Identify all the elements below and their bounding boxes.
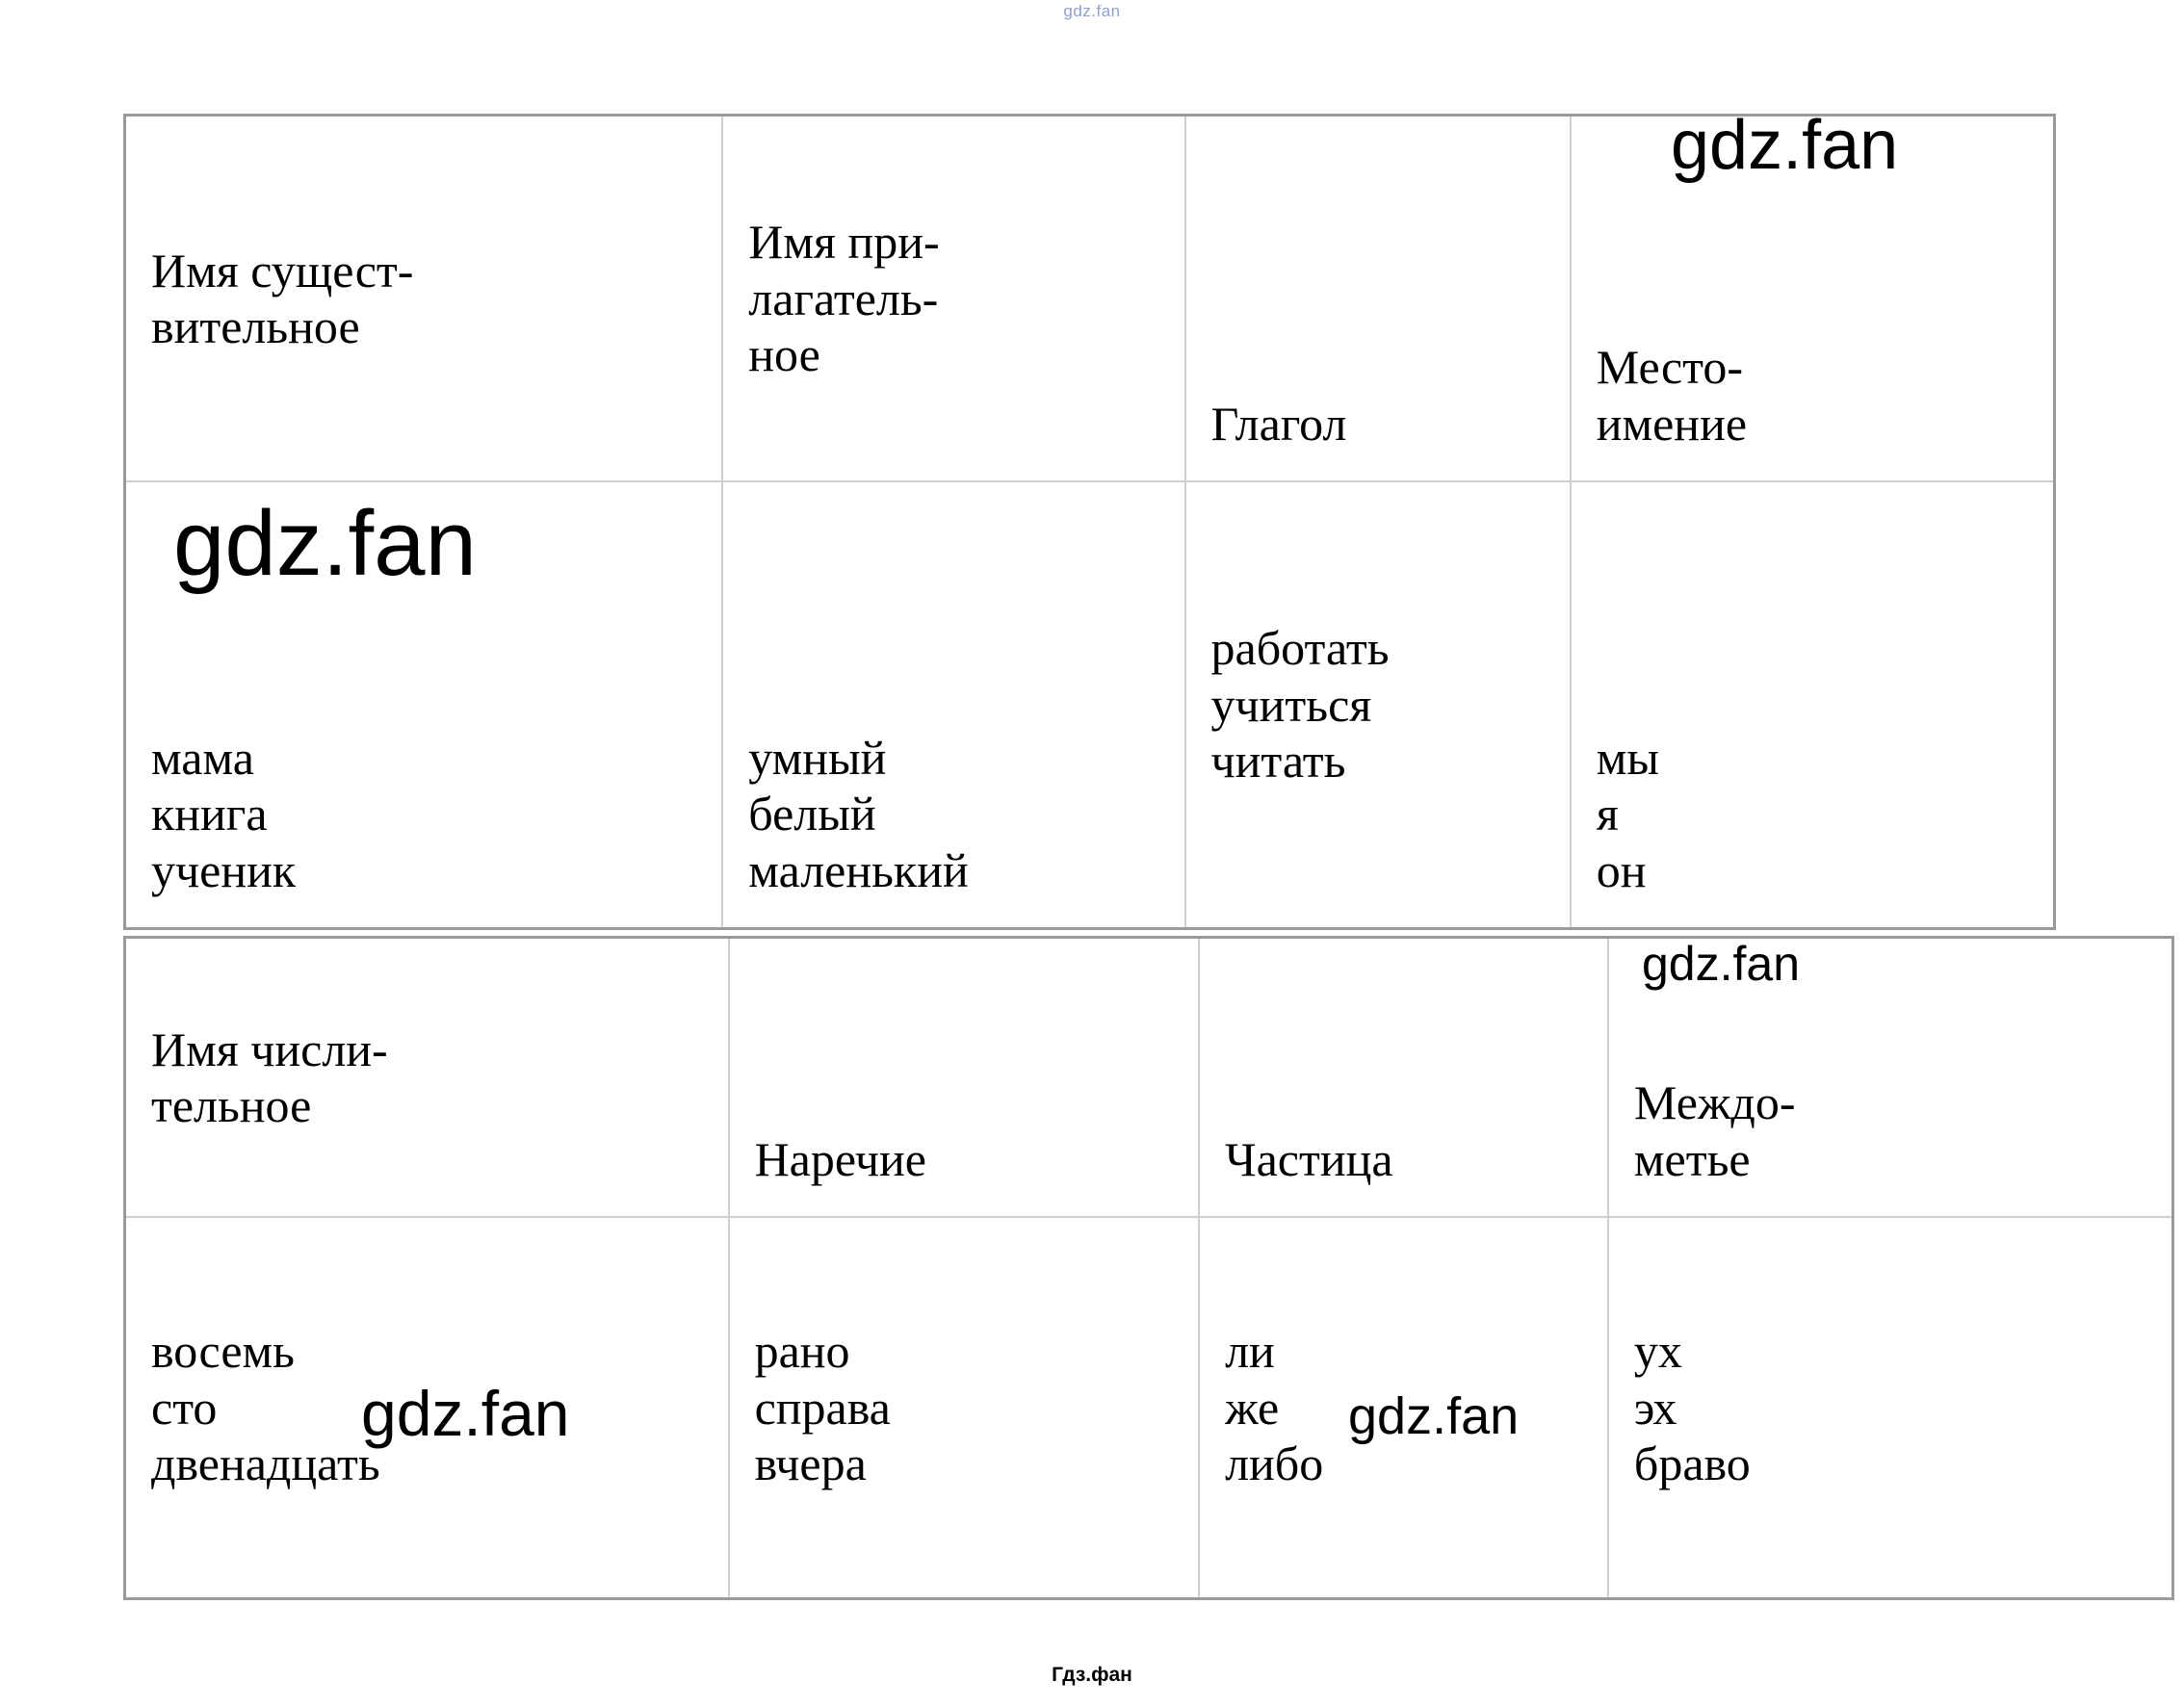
examples-cell-particle xyxy=(1200,1218,1609,1597)
watermark-overlay-b: gdz.fan xyxy=(173,492,477,595)
header-adjective-line3: ное xyxy=(748,327,820,382)
examples-cell-numeral xyxy=(126,1218,730,1597)
watermark-overlay-a: gdz.fan xyxy=(1671,107,1899,184)
header-interjection-line2: метье xyxy=(1633,1131,1751,1186)
watermark-overlay-e: gdz.fan xyxy=(1348,1387,1520,1445)
example-particle-1: ли xyxy=(1225,1324,1275,1379)
example-interjection-1: ух xyxy=(1633,1324,1682,1379)
example-noun-3: ученик xyxy=(151,842,297,897)
header-numeral-line2: тельное xyxy=(151,1078,312,1132)
example-interjection-3: браво xyxy=(1633,1436,1751,1491)
header-cell-adverb xyxy=(730,939,1201,1218)
example-verb-1: работать xyxy=(1210,621,1390,676)
table-header-row xyxy=(126,116,2053,482)
example-pronoun-3: он xyxy=(1596,842,1647,897)
example-noun-1: мама xyxy=(151,730,254,785)
example-noun-2: книга xyxy=(151,787,268,841)
header-numeral-line1: Имя числи- xyxy=(151,1022,388,1076)
example-particle-2: же xyxy=(1225,1380,1280,1435)
header-particle-line1: Частица xyxy=(1225,1131,1393,1186)
example-adjective-3: маленький xyxy=(748,842,969,897)
bottom-page-watermark: Гдз.фан xyxy=(1052,1664,1132,1686)
example-particle-3: либо xyxy=(1225,1436,1324,1491)
example-numeral-2: сто xyxy=(151,1380,218,1435)
header-cell-pronoun xyxy=(1572,116,2053,482)
header-adjective-line1: Имя при- xyxy=(748,215,940,270)
header-cell-noun xyxy=(126,116,723,482)
header-pronoun-line1: Место- xyxy=(1596,340,1743,394)
example-adjective-2: белый xyxy=(748,787,876,841)
example-pronoun-2: я xyxy=(1596,787,1619,841)
watermark-overlay-c: gdz.fan xyxy=(1642,937,1801,991)
header-noun-line2: вительное xyxy=(151,299,360,353)
example-verb-3: читать xyxy=(1210,734,1346,789)
example-interjection-2: эх xyxy=(1633,1380,1677,1435)
example-adverb-2: справа xyxy=(754,1380,891,1435)
example-adjective-1: умный xyxy=(748,730,887,785)
header-pronoun-line2: имение xyxy=(1596,396,1748,451)
example-verb-2: учиться xyxy=(1210,677,1372,732)
parts-of-speech-table-bottom xyxy=(123,936,2174,1600)
header-verb-line1: Глагол xyxy=(1210,396,1347,451)
example-adverb-1: рано xyxy=(754,1324,850,1379)
watermark-overlay-d: gdz.fan xyxy=(361,1378,570,1449)
header-adjective-line2: лагатель- xyxy=(748,271,939,325)
header-noun-line1: Имя сущест- xyxy=(151,243,414,298)
example-numeral-1: восемь xyxy=(151,1324,295,1379)
header-cell-particle xyxy=(1200,939,1609,1218)
examples-cell-interjection xyxy=(1609,1218,2171,1597)
table-examples-row xyxy=(126,1218,2171,1597)
examples-cell-adverb xyxy=(730,1218,1201,1597)
header-cell-adjective xyxy=(723,116,1185,482)
example-pronoun-1: мы xyxy=(1596,730,1659,785)
top-page-watermark: gdz.fan xyxy=(1063,2,1121,20)
header-cell-verb xyxy=(1186,116,1572,482)
header-cell-interjection xyxy=(1609,939,2171,1218)
parts-of-speech-table-top xyxy=(123,114,2056,930)
header-cell-numeral xyxy=(126,939,730,1218)
header-interjection-line1: Междо- xyxy=(1633,1075,1796,1129)
header-adverb-line1: Наречие xyxy=(754,1131,926,1186)
examples-cell-verb xyxy=(1186,482,1572,927)
example-numeral-3: двенадцать xyxy=(151,1436,380,1491)
examples-cell-noun xyxy=(126,482,723,927)
table-header-row xyxy=(126,939,2171,1218)
example-adverb-3: вчера xyxy=(754,1436,867,1491)
table-examples-row xyxy=(126,482,2053,927)
examples-cell-pronoun xyxy=(1572,482,2053,927)
examples-cell-adjective xyxy=(723,482,1185,927)
